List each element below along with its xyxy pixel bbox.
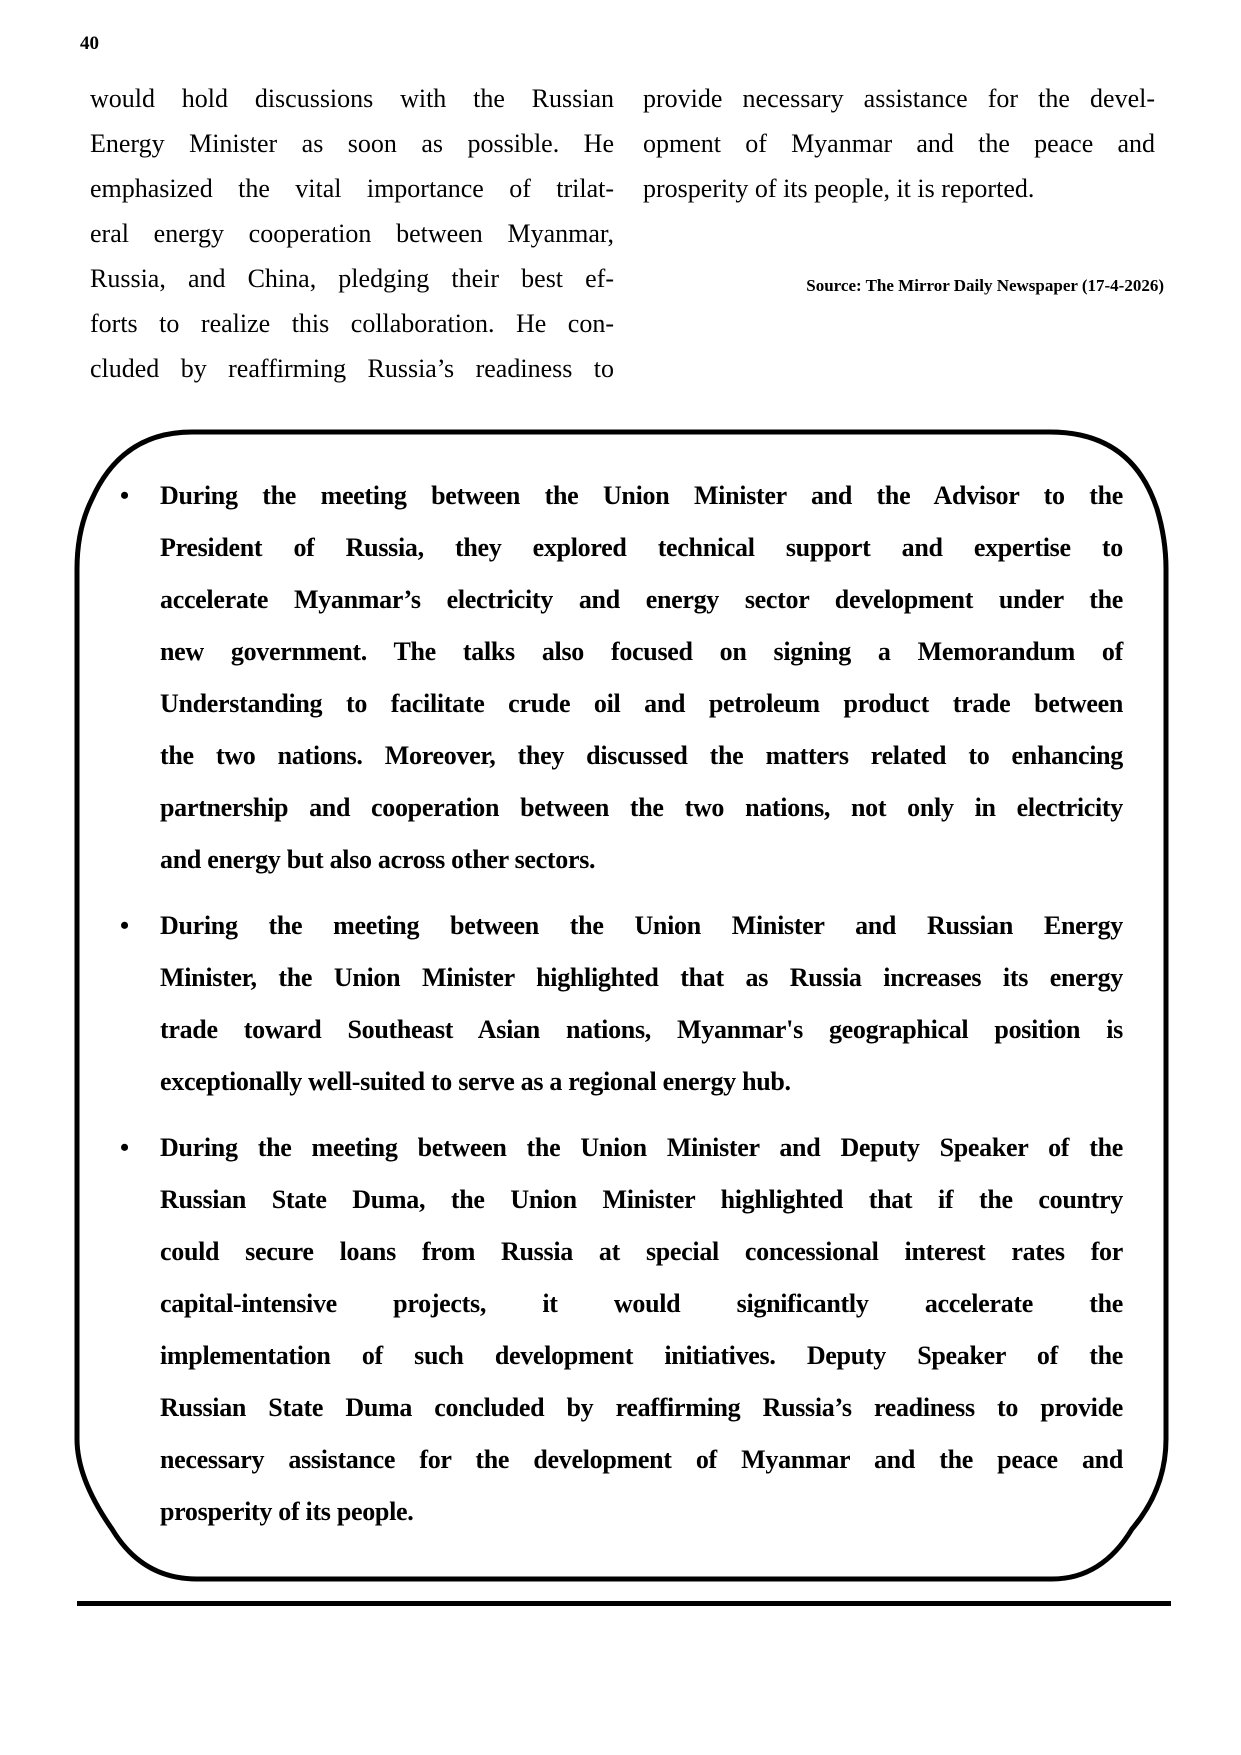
bullet-icon: • bbox=[120, 1133, 130, 1162]
text-line: necessary assistance for the development of Myanmar and the peace and bbox=[160, 1445, 1123, 1474]
text-line: prosperity of its people. bbox=[160, 1497, 414, 1526]
text-line: new government. The talks also focused on signing a Memorandum of bbox=[160, 637, 1123, 666]
text-line: President of Russia, they explored technical support and expertise to bbox=[160, 533, 1123, 562]
text-line: During the meeting between the Union Minister and Russian Energy bbox=[160, 911, 1123, 940]
highlights-list bbox=[108, 470, 1123, 1552]
text-line: opment of Myanmar and the peace and bbox=[643, 129, 1155, 158]
text-line: the two nations. Moreover, they discussed the matters related to enhancing bbox=[160, 741, 1123, 770]
bullet-icon: • bbox=[120, 481, 130, 510]
text-line: capital-intensive projects, it would significantly accelerate the bbox=[160, 1289, 1123, 1318]
bottom-rule-divider bbox=[77, 1601, 1171, 1606]
text-line: could secure loans from Russia at special concessional interest rates for bbox=[160, 1237, 1123, 1266]
page-number: 40 bbox=[80, 33, 99, 54]
text-line: forts to realize this collaboration. He con- bbox=[90, 309, 614, 338]
list-item bbox=[108, 470, 1123, 886]
text-line: Minister, the Union Minister highlighted that as Russia increases its energy bbox=[160, 963, 1123, 992]
text-line: provide necessary assistance for the devel- bbox=[643, 84, 1155, 113]
text-line: Russian State Duma concluded by reaffirming Russia’s readiness to provide bbox=[160, 1393, 1123, 1422]
text-line: implementation of such development initiatives. Deputy Speaker of the bbox=[160, 1341, 1123, 1370]
bullet-icon: • bbox=[120, 911, 130, 940]
text-line: partnership and cooperation between the two nations, not only in electricity bbox=[160, 793, 1123, 822]
text-line: During the meeting between the Union Minister and Deputy Speaker of the bbox=[160, 1133, 1123, 1162]
text-line: trade toward Southeast Asian nations, Myanmar's geographical position is bbox=[160, 1015, 1123, 1044]
text-line: Russian State Duma, the Union Minister highlighted that if the country bbox=[160, 1185, 1123, 1214]
text-line: cluded by reaffirming Russia’s readiness to bbox=[90, 354, 614, 383]
text-line: exceptionally well-suited to serve as a regional energy hub. bbox=[160, 1067, 791, 1096]
text-line: Energy Minister as soon as possible. He bbox=[90, 129, 614, 158]
text-line: and energy but also across other sectors. bbox=[160, 845, 596, 874]
text-line: Russia, and China, pledging their best ef- bbox=[90, 264, 614, 293]
text-line: eral energy cooperation between Myanmar, bbox=[90, 219, 614, 248]
source-citation: Source: The Mirror Daily Newspaper (17-4-2026) bbox=[806, 276, 1164, 295]
text-line: During the meeting between the Union Minister and the Advisor to the bbox=[160, 481, 1123, 510]
text-line: prosperity of its people, it is reported. bbox=[643, 174, 1035, 203]
text-line: would hold discussions with the Russian bbox=[90, 84, 614, 113]
text-line: accelerate Myanmar’s electricity and energy sector development under the bbox=[160, 585, 1123, 614]
text-line: emphasized the vital importance of trilat- bbox=[90, 174, 614, 203]
text-line: Understanding to facilitate crude oil and petroleum product trade between bbox=[160, 689, 1123, 718]
list-item bbox=[108, 1122, 1123, 1538]
list-item bbox=[108, 900, 1123, 1108]
article-right-column bbox=[643, 76, 1155, 211]
article-left-column bbox=[90, 76, 614, 391]
